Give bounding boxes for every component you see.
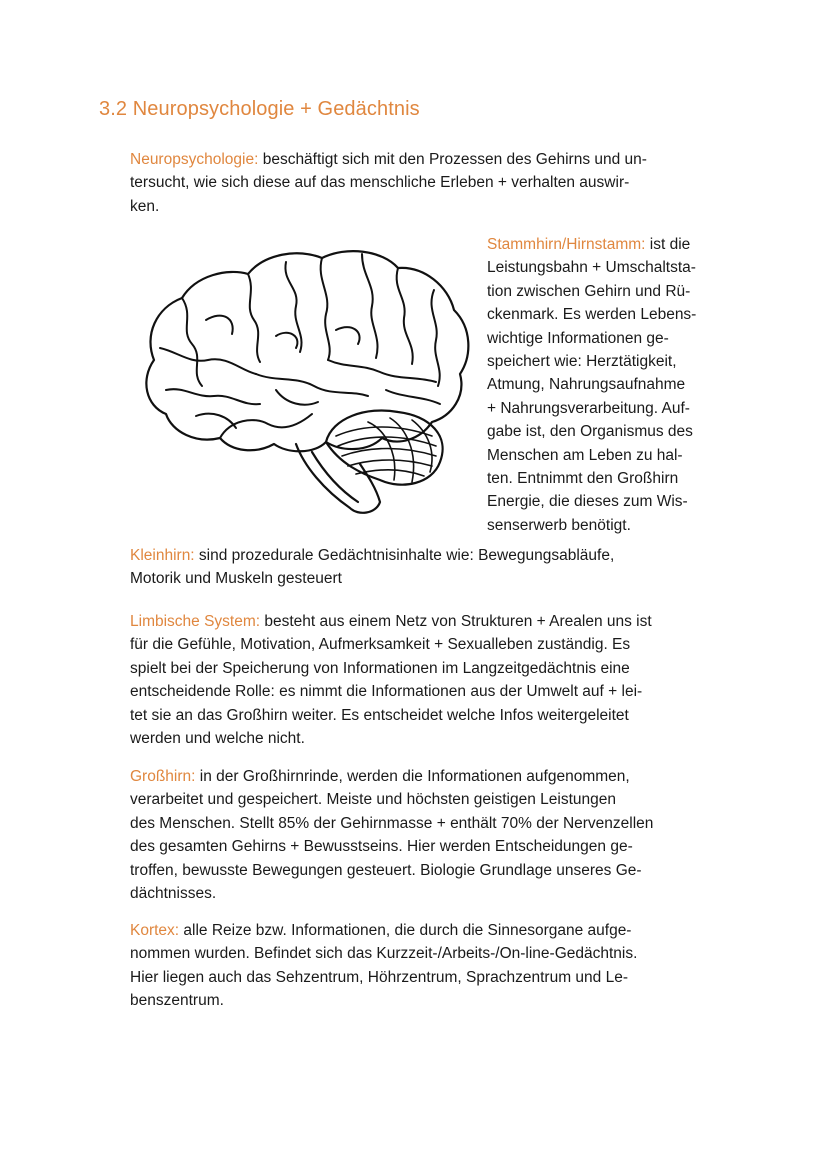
term-kortex: Kortex: xyxy=(130,922,180,939)
line: tersucht, wie sich diese auf das menschliche Erleben + verhalten auswir- xyxy=(130,174,630,192)
line: Leistungsbahn + Umschaltsta- xyxy=(487,259,696,277)
term-limbisches-system: Limbische System: xyxy=(130,613,261,630)
line: Kortex: alle Reize bzw. Informationen, die durch die Sinnesorgane aufge- xyxy=(130,922,632,939)
line: nommen wurden. Befindet sich das Kurzzeit-/Arbeits-/On-line-Gedächtnis. xyxy=(130,945,638,963)
line: Kleinhirn: sind prozedurale Gedächtnisinhalte wie: Bewegungsabläufe, xyxy=(130,547,615,564)
line: verarbeitet und gespeichert. Meiste und höchsten geistigen Leistungen xyxy=(130,791,616,809)
line: Atmung, Nahrungsaufnahme xyxy=(487,376,686,394)
line: ten. Entnimmt den Großhirn xyxy=(487,470,679,488)
line: entscheidende Rolle: es nimmt die Informationen aus der Umwelt auf + lei- xyxy=(130,683,643,701)
line: des gesamten Gehirns + Bewusstseins. Hier werden Entscheidungen ge- xyxy=(130,838,633,856)
line: troffen, bewusste Bewegungen gesteuert. Biologie Grundlage unseres Ge- xyxy=(130,861,642,879)
term-stammhirn: Stammhirn/Hirnstamm: xyxy=(487,236,646,253)
paragraph-limbisches-system xyxy=(130,610,740,750)
line: ken. xyxy=(130,197,160,215)
line: Energie, die dieses zum Wis- xyxy=(487,493,688,511)
line: tion zwischen Gehirn und Rü- xyxy=(487,282,691,300)
line: spielt bei der Speicherung von Informationen im Langzeitgedächtnis eine xyxy=(130,659,630,677)
line: Limbische System: besteht aus einem Netz von Strukturen + Arealen uns ist xyxy=(130,613,652,630)
line: gabe ist, den Organismus des xyxy=(487,423,693,441)
paragraph-kortex xyxy=(130,919,740,1013)
paragraph-grosshirn xyxy=(130,765,740,905)
line: Motorik und Muskeln gesteuert xyxy=(130,570,342,588)
line: wichtige Informationen ge- xyxy=(487,329,669,347)
line: benszentrum. xyxy=(130,992,224,1010)
line: Hier liegen auch das Sehzentrum, Höhrzentrum, Sprachzentrum und Le- xyxy=(130,968,628,986)
line: Neuropsychologie: beschäftigt sich mit den Prozessen des Gehirns und un- xyxy=(130,151,647,168)
line: werden und welche nicht. xyxy=(130,730,305,748)
term-kleinhirn: Kleinhirn: xyxy=(130,547,195,564)
term-neuropsychologie: Neuropsychologie: xyxy=(130,151,259,168)
section-heading: 3.2 Neuropsychologie + Gedächtnis xyxy=(99,98,420,120)
line: Großhirn: in der Großhirnrinde, werden die Informationen aufgenommen, xyxy=(130,768,630,785)
line: des Menschen. Stellt 85% der Gehirnmasse + enthält 70% der Nervenzellen xyxy=(130,814,654,832)
line: für die Gefühle, Motivation, Aufmerksamkeit + Sexualleben zuständig. Es xyxy=(130,636,631,654)
paragraph-kleinhirn xyxy=(130,544,740,591)
line: dächtnisses. xyxy=(130,885,217,903)
line: Stammhirn/Hirnstamm: ist die xyxy=(487,236,691,253)
line: ckenmark. Es werden Lebens- xyxy=(487,306,697,324)
paragraph-stammhirn xyxy=(487,233,747,537)
brain-illustration xyxy=(136,240,476,520)
line: speichert wie: Herztätigkeit, xyxy=(487,353,677,371)
line: Menschen am Leben zu hal- xyxy=(487,446,683,464)
term-grosshirn: Großhirn: xyxy=(130,768,196,785)
line: senserwerb benötigt. xyxy=(487,516,631,534)
paragraph-neuropsychologie xyxy=(130,148,740,218)
line: tet sie an das Großhirn weiter. Es entscheidet welche Infos weitergeleitet xyxy=(130,706,629,724)
line: + Nahrungsverarbeitung. Auf- xyxy=(487,399,690,417)
